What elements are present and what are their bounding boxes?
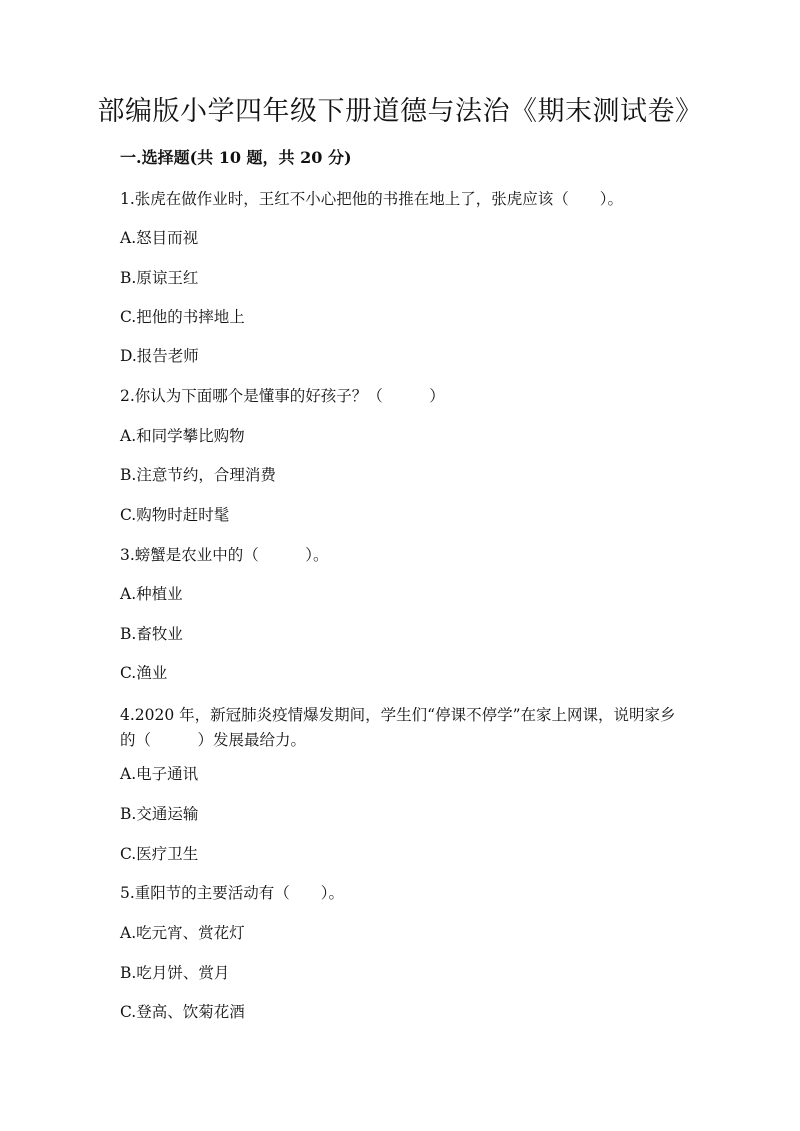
question-4-option-a: A.电子通讯 bbox=[120, 765, 199, 783]
question-2-stem: 2.你认为下面哪个是懂事的好孩子？（ ） bbox=[120, 387, 445, 405]
question-2-option-c: C.购物时赶时髦 bbox=[120, 506, 230, 524]
question-3-option-a: A.种植业 bbox=[120, 585, 183, 603]
question-4-option-b: B.交通运输 bbox=[120, 805, 199, 823]
question-3-stem: 3.螃蟹是农业中的（ ）。 bbox=[120, 546, 329, 564]
question-4-stem: 4.2020 年，新冠肺炎疫情爆发期间，学生们“停课不停学”在家上网课，说明家乡的（ ）发展最给力。 bbox=[120, 706, 676, 749]
question-1-option-d: D.报告老师 bbox=[120, 347, 199, 365]
question-3-option-b: B.畜牧业 bbox=[120, 625, 183, 643]
question-5-option-c: C.登高、饮菊花酒 bbox=[120, 1003, 245, 1021]
question-1-option-c: C.把他的书摔地上 bbox=[120, 308, 245, 326]
question-5-stem: 5.重阳节的主要活动有（ ）。 bbox=[120, 884, 345, 902]
question-5-option-a: A.吃元宵、赏花灯 bbox=[120, 924, 245, 942]
question-1-option-a: A.怒目而视 bbox=[120, 229, 199, 247]
section-heading: 一.选择题(共 10 题，共 20 分) bbox=[120, 148, 352, 167]
question-3-option-c: C.渔业 bbox=[120, 664, 168, 682]
question-2-option-b: B.注意节约，合理消费 bbox=[120, 466, 276, 484]
question-5-option-b: B.吃月饼、赏月 bbox=[120, 964, 230, 982]
page-title: 部编版小学四年级下册道德与法治《期末测试卷》 bbox=[97, 96, 703, 127]
question-2-option-a: A.和同学攀比购物 bbox=[120, 427, 245, 445]
question-1-option-b: B.原谅王红 bbox=[120, 269, 199, 287]
question-4-option-c: C.医疗卫生 bbox=[120, 845, 199, 863]
question-1-stem: 1.张虎在做作业时，王红不小心把他的书推在地上了，张虎应该（ ）。 bbox=[120, 190, 624, 208]
